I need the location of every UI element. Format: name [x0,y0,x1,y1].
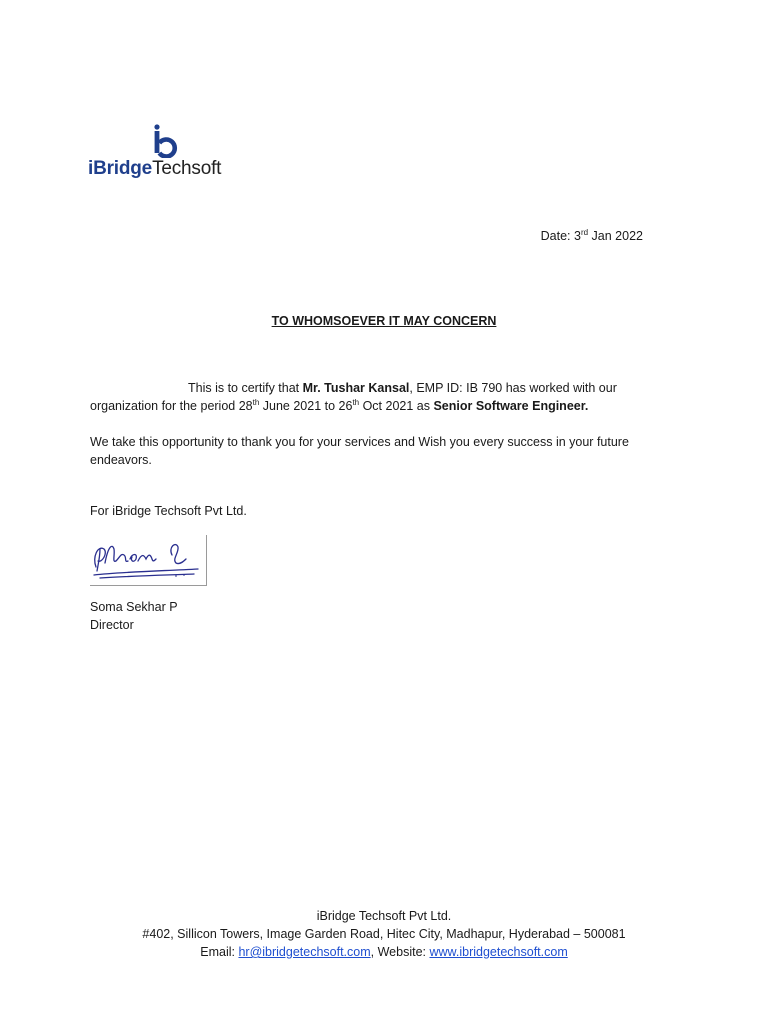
letter-footer [0,907,768,961]
footer-contact: Email: hr@ibridgetechsoft.com, Website: www.ibridgetechsoft.com [200,945,568,959]
logo-text-light: Techsoft [152,158,222,179]
certification-paragraph: This is to certify that Mr. Tushar Kansal, EMP ID: IB 790 has worked with our organization for the period 28th June 2021 to 26th Oct 2021 as Senior Software Engineer. [90,381,617,413]
handwritten-signature-icon [90,535,206,585]
website-link[interactable]: www.ibridgetechsoft.com [429,945,568,959]
employee-role: Senior Software Engineer. [433,399,589,413]
letter-subject: TO WHOMSOEVER IT MAY CONCERN [271,314,497,328]
ibridge-logo-icon [150,124,182,158]
email-link[interactable]: hr@ibridgetechsoft.com [238,945,371,959]
logo-text-bold: iBridge [88,158,153,179]
employee-name: Mr. Tushar Kansal [302,381,410,395]
signature-box [90,535,207,586]
footer-address: #402, Sillicon Towers, Image Garden Road, Hitec City, Madhapur, Hyderabad – 500081 [142,927,626,941]
thanks-paragraph: We take this opportunity to thank you for your services and Wish you every success in your future endeavors. [90,435,629,467]
for-company-line: For iBridge Techsoft Pvt Ltd. [90,504,247,518]
signer-name: Soma Sekhar P [90,600,178,614]
footer-company: iBridge Techsoft Pvt Ltd. [316,909,452,923]
company-logo [88,124,258,186]
signer-title: Director [90,618,134,632]
letter-date: Date: 3rd Jan 2022 [540,227,643,243]
